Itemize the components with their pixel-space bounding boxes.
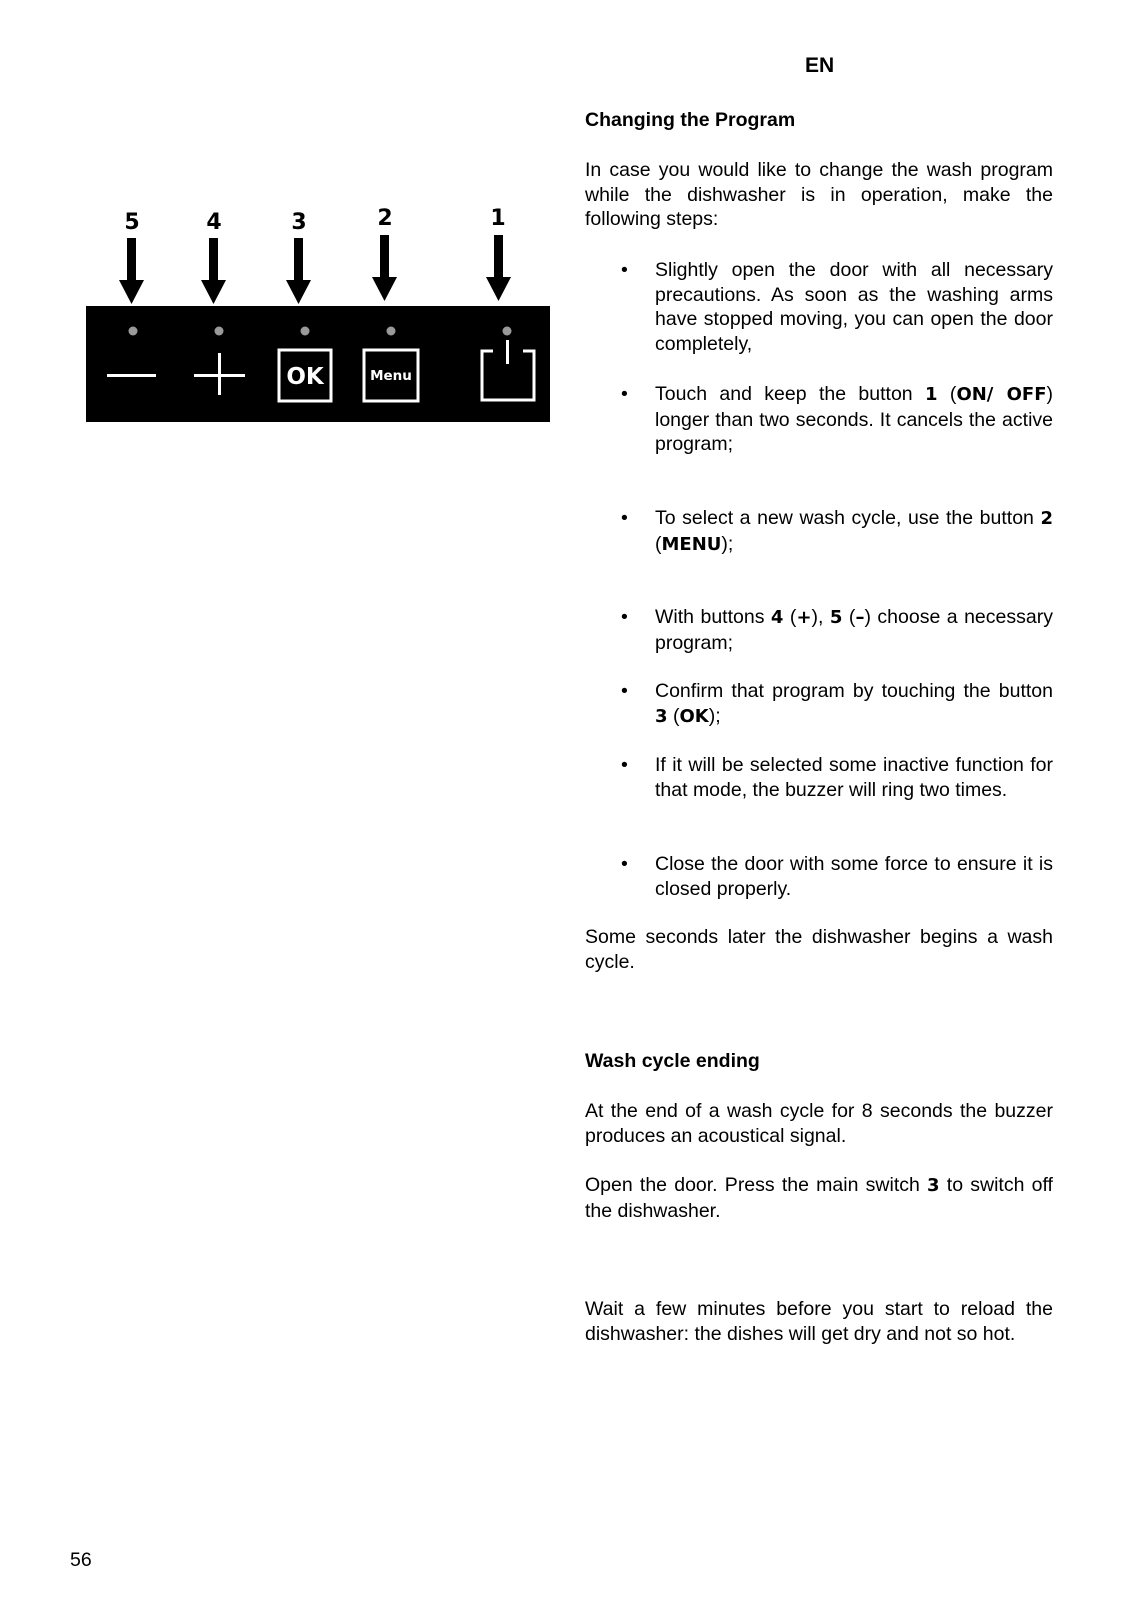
list-item — [585, 258, 1053, 356]
section-title-changing-program: Changing the Program — [585, 109, 796, 131]
list-item — [585, 506, 1053, 557]
list-item — [585, 852, 1053, 901]
list-item-text: Slightly open the door with all necessary precautions. As soon as the washing arms have stopped moving, you can open the door completely, — [655, 259, 1053, 355]
section-title-wash-cycle-ending: Wash cycle ending — [585, 1050, 760, 1072]
callout-5: 5 — [124, 210, 140, 235]
list-item — [585, 679, 1053, 729]
button-ref: 3 — [655, 705, 668, 727]
control-panel-figure — [86, 200, 550, 422]
list-item — [585, 753, 1053, 802]
bullet-icon: • — [621, 853, 628, 875]
button-ref: + — [796, 607, 812, 628]
button-ref: 4 — [770, 607, 784, 628]
ok-button-label: OK — [286, 364, 324, 390]
bullet-icon: • — [621, 383, 628, 405]
led-indicator — [301, 327, 310, 336]
callout-arrow — [201, 238, 226, 304]
button-ref: 3 — [927, 1175, 940, 1196]
list-item-text: Confirm that program by touching the button 3 (OK); — [655, 680, 1053, 727]
paragraph: Wait a few minutes before you start to reload the dishwasher: the dishes will get dry and not so hot. — [585, 1298, 1053, 1345]
list-item-text: To select a new wash cycle, use the button 2 (MENU); — [655, 507, 1053, 555]
list-item — [585, 605, 1053, 655]
callout-arrow — [119, 238, 144, 304]
button-ref: ON/ OFF — [956, 384, 1047, 405]
led-indicator — [503, 327, 512, 336]
paragraph: Open the door. Press the main switch 3 to switch off the dishwasher. — [585, 1174, 1053, 1222]
button-ref: 1 — [925, 384, 938, 405]
list-item — [585, 382, 1053, 457]
page-number: 56 — [70, 1549, 92, 1571]
callout-1: 1 — [490, 206, 506, 231]
led-indicator — [215, 327, 224, 336]
callout-4: 4 — [206, 210, 222, 235]
callout-arrow — [372, 235, 397, 301]
led-indicator — [129, 327, 138, 336]
list-item-text: Close the door with some force to ensure it is closed properly. — [655, 853, 1053, 900]
menu-button-label: Menu — [370, 368, 412, 384]
bullet-icon: • — [621, 680, 628, 702]
bullet-icon: • — [621, 259, 628, 281]
outro-paragraph: Some seconds later the dishwasher begins a wash cycle. — [585, 926, 1053, 973]
bullet-icon: • — [621, 606, 628, 628]
list-item-text: Touch and keep the button 1 (ON/ OFF) longer than two seconds. It cancels the active program; — [655, 383, 1053, 455]
led-indicator — [387, 327, 396, 336]
paragraph: At the end of a wash cycle for 8 seconds the buzzer produces an acoustical signal. — [585, 1100, 1053, 1147]
button-ref: MENU — [661, 533, 722, 555]
list-item-text: If it will be selected some inactive function for that mode, the buzzer will ring two times. — [655, 754, 1053, 801]
button-ref: 2 — [1040, 508, 1053, 529]
bullet-icon: • — [621, 507, 628, 529]
button-ref: OK — [679, 705, 709, 727]
callout-3: 3 — [291, 210, 307, 235]
callout-arrow — [486, 235, 511, 301]
callout-arrow — [286, 238, 311, 304]
list-item-text: With buttons 4 (+), 5 (–) choose a necessary program; — [655, 606, 1053, 654]
bullet-icon: • — [621, 754, 628, 776]
callout-2: 2 — [377, 206, 393, 231]
button-ref: 5 — [829, 607, 843, 628]
language-code: EN — [805, 54, 835, 77]
minus-icon — [107, 374, 156, 377]
intro-paragraph: In case you would like to change the wash program while the dishwasher is in operation, make the following steps: — [585, 159, 1053, 230]
button-ref: – — [855, 607, 865, 628]
